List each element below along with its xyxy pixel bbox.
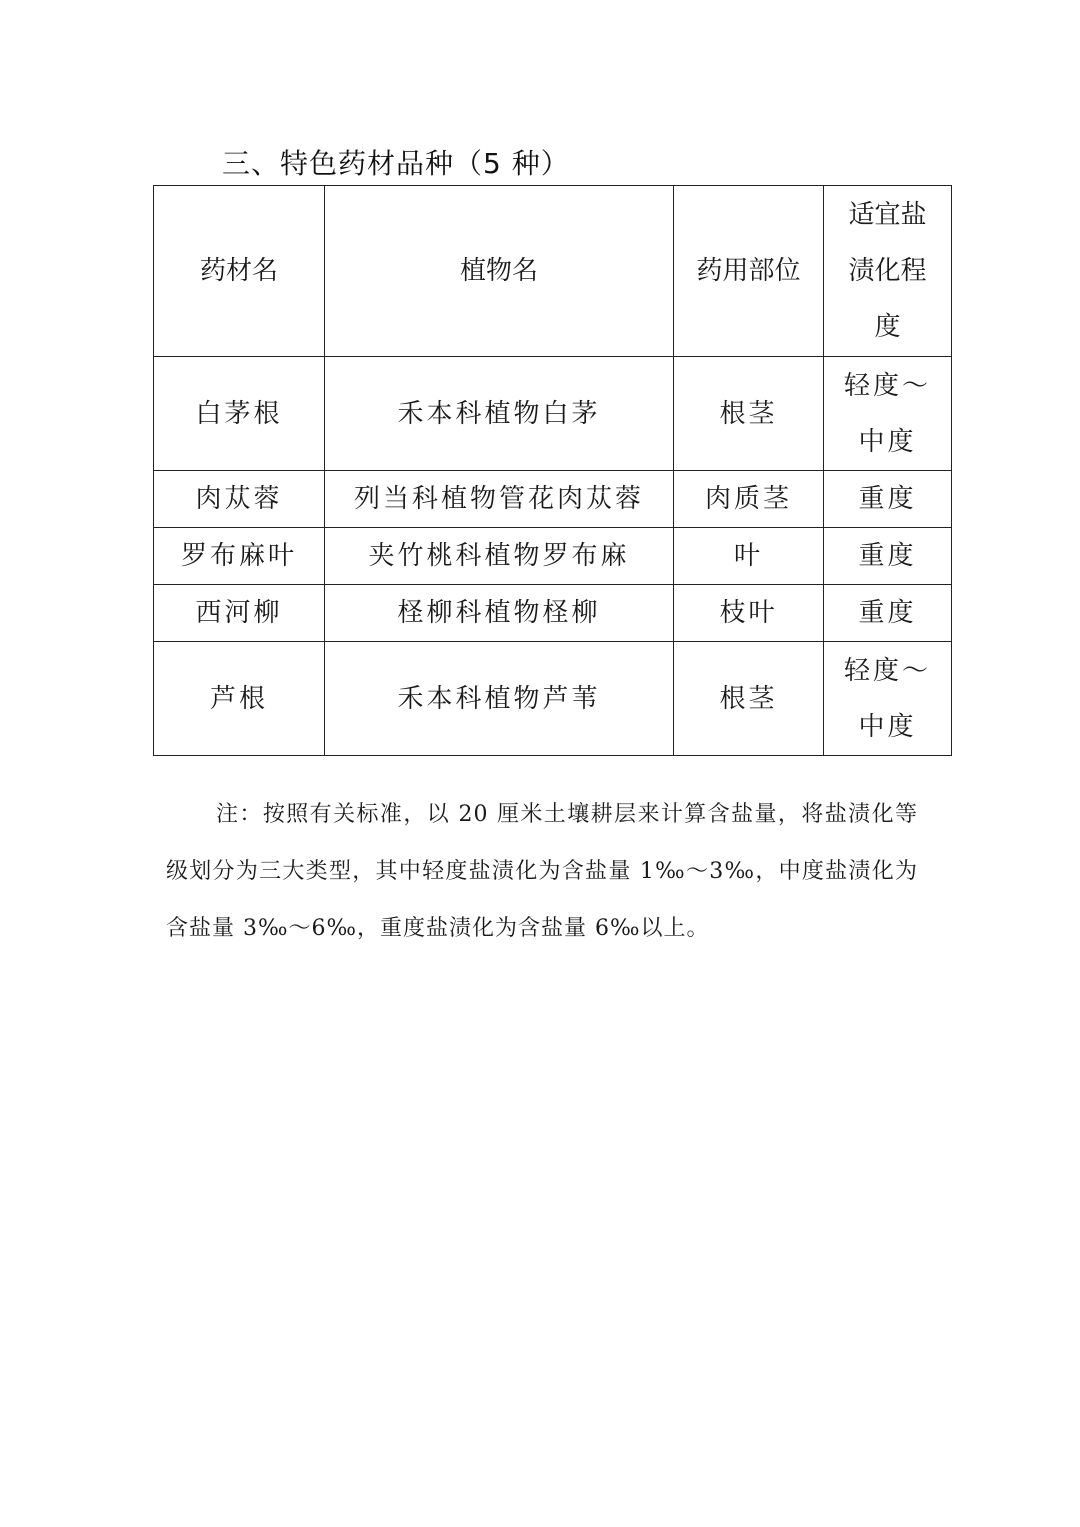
- header-herb-name: 药材名: [154, 186, 325, 357]
- cell-medicinal-part: 根茎: [674, 642, 824, 756]
- cell-medicinal-part: 根茎: [674, 357, 824, 471]
- cell-herb-name: 芦根: [154, 642, 325, 756]
- cell-salinity-degree: 轻度～中度: [824, 357, 952, 471]
- cell-salinity-degree: 轻度～中度: [824, 642, 952, 756]
- cell-herb-name: 罗布麻叶: [154, 528, 325, 585]
- table-row: [154, 357, 952, 471]
- header-salinity-degree: 适宜盐渍化程度: [824, 186, 952, 357]
- section-title: 三、特色药材品种（5 种）: [222, 147, 570, 180]
- cell-plant-name: 禾本科植物芦苇: [325, 642, 674, 756]
- cell-plant-name: 禾本科植物白茅: [325, 357, 674, 471]
- herb-table: [153, 185, 952, 756]
- cell-herb-name: 西河柳: [154, 585, 325, 642]
- table-row: [154, 471, 952, 528]
- cell-herb-name: 肉苁蓉: [154, 471, 325, 528]
- cell-salinity-degree: 重度: [824, 585, 952, 642]
- header-medicinal-part: 药用部位: [674, 186, 824, 357]
- table-header-row: [154, 186, 952, 357]
- cell-salinity-degree: 重度: [824, 471, 952, 528]
- cell-herb-name: 白茅根: [154, 357, 325, 471]
- cell-medicinal-part: 枝叶: [674, 585, 824, 642]
- table-footnote: 注：按照有关标准，以 20 厘米土壤耕层来计算含盐量，将盐渍化等级划分为三大类型，其中轻度盐渍化为含盐量 1‰～3‰，中度盐渍化为含盐量 3‰～6‰，重度盐渍化为含盐量 6‰以上。: [166, 802, 918, 941]
- cell-medicinal-part: 叶: [674, 528, 824, 585]
- header-plant-name: 植物名: [325, 186, 674, 357]
- table-row: [154, 585, 952, 642]
- cell-medicinal-part: 肉质茎: [674, 471, 824, 528]
- cell-plant-name: 夹竹桃科植物罗布麻: [325, 528, 674, 585]
- cell-salinity-degree: 重度: [824, 528, 952, 585]
- table-row: [154, 642, 952, 756]
- cell-plant-name: 柽柳科植物柽柳: [325, 585, 674, 642]
- table-row: [154, 528, 952, 585]
- cell-plant-name: 列当科植物管花肉苁蓉: [325, 471, 674, 528]
